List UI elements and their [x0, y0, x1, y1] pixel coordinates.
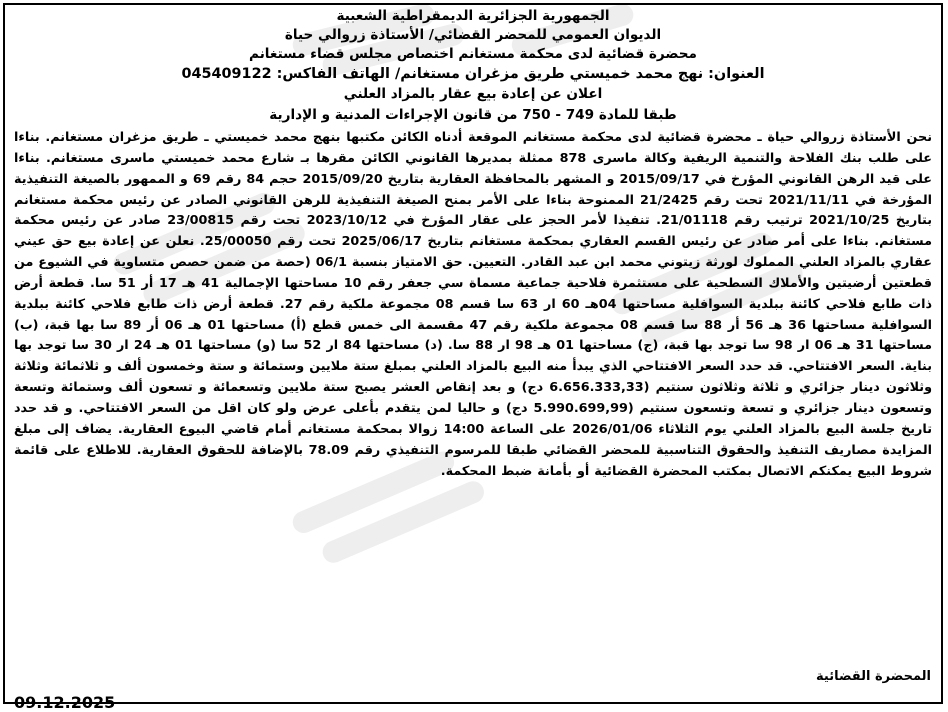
- office-heading: الديوان العمومي للمحضر القضائي/ الأستاذة زروالي حياة: [284, 27, 662, 43]
- address-line: العنوان: نهج محمد خميستي طريق مزغران مستغانم/ الهاتف الفاكس: 045409122: [181, 66, 765, 82]
- signature-label: المحضرة القضائية: [816, 669, 931, 684]
- notice-date: 09.12.2025: [14, 693, 116, 712]
- legal-reference: طبقا للمادة 749 - 750 من قانون الإجراءات المدنية و الإدارية: [269, 107, 677, 123]
- country-heading: الجمهورية الجزائرية الديمقراطية الشعبية: [336, 8, 610, 24]
- jurisdiction-heading: محضرة قضائية لدى محكمة مستغانم اختصاص مجلس قضاء مستغانم: [249, 46, 697, 62]
- notice-document: [3, 3, 943, 712]
- notice-title: اعلان عن إعادة بيع عقار بالمزاد العلني: [343, 86, 603, 102]
- notice-body: نحن الأستاذة زروالي حياة ـ محضرة قضائية لدى محكمة مستغانم الموقعة أدناه الكائن مكتبها بنهج محمد خميستي ـ طريق مزغران مستغانم. بناءا على طلب بنك الفلاحة والتنمية الريفية وكالة ماسرى 878 ممثلة بمديرها القانوني الكائن مقرها بـ شارع محمد خميستي ماسرى مستغانم. بناءا على قيد الرهن القانوني المؤرخ في 2015/09/17 و المشهر بالمحافظة العقارية بتاريخ 2015/09/20 حجم 84 رقم 69 و الممهور بالصيغة التنفيذية المؤرخة في 2021/11/11 تحت رقم 21/2425 الممنوحة بناءا على الأمر بمنح الصيغة التنفيذية للرهن القانوني الصادر عن رئيس محكمة مستغانم بتاريخ 2021/10/25 ترتيب رقم 21/01118. تنفيذا لأمر الحجز على عقار المؤرخ في 2023/10/12 تحت رقم 23/00815 صادر عن رئيس محكمة مستغانم. بناءا على أمر صادر عن رئيس القسم العقاري بمحكمة مستغانم بتاريخ 2025/06/17 تحت رقم 25/00050. نعلن عن إعادة بيع حق عيني عقاري بالمزاد العلني المملوك لورثة زيتوني محمد ابن عبد القادر. التعيين. حق الامتياز بنسبة 06/1 (حصة من ضمن حصص متساوية في الشيوع من قطعتين أرضيتين والأملاك السطحية على مستثمرة فلاحية جماعية مسماة سي جعفر رقم 10 مساحتها الإجمالية 41 هـ 17 أر 51 سا. قطعة أرض ذات طابع فلاحي كائنة ببلدية السوافلية مساحتها 04هـ 60 ار 63 سا قسم 08 مجموعة ملكية رقم 27. قطعة أرض ذات طابع فلاحي كائنة ببلدية السوافلية مساحتها 36 هـ 56 أر 88 سا قسم 08 مجموعة ملكية رقم 47 مقسمة الى خمس قطع (أ) مساحتها 01 هـ 06 أر 89 سا بها قبة، (ب) مساحتها 31 هـ 06 ار 98 سا توجد بها قبة، (ج) مساحتها 01 هـ 98 ار 88 سا. (د) مساحتها 84 ار 52 سا (و) مساحتها 01 هـ 24 ار 30 سا توجد بها بناية. السعر الافتتاحي. قد حدد السعر الافتتاحي الذي يبدأ منه البيع بالمزاد العلني بمبلغ ستة ملايين وستمائة و ستة وخمسون ألف و ثلاثمائة وثلاثة وثلاثون دينار جزائري و ثلاثة وثلاثون سنتيم (6.656.333,33 دج) و بعد إنقاص العشر يصبح ستة ملايين وتسعمائة و تسعون ألف وستمائة وتسعة وتسعون دينار جزائري و تسعة وتسعون سنتيم (5.990.699,99 دج) و حاليا لمن يتقدم بأعلى عرض ولو كان اقل من السعر الافتتاحي. و قد حدد تاريخ جلسة البيع بالمزاد العلني يوم الثلاثاء 2026/01/06 على الساعة 14:00 زوالا بمحكمة مستغانم أمام قاضي البيوع العقارية. يضاف إلى مبلغ المزايدة مصاريف التنفيذ والحقوق التناسبية للمحضر القضائي طبقا للمرسوم التنفيذي رقم 78.09 بالإضافة للحقوق العقارية. للاطلاع على قائمة شروط البيع يمكنكم الاتصال بمكتب المحضرة القضائية أو بأمانة ضبط المحكمة.: [14, 130, 933, 479]
